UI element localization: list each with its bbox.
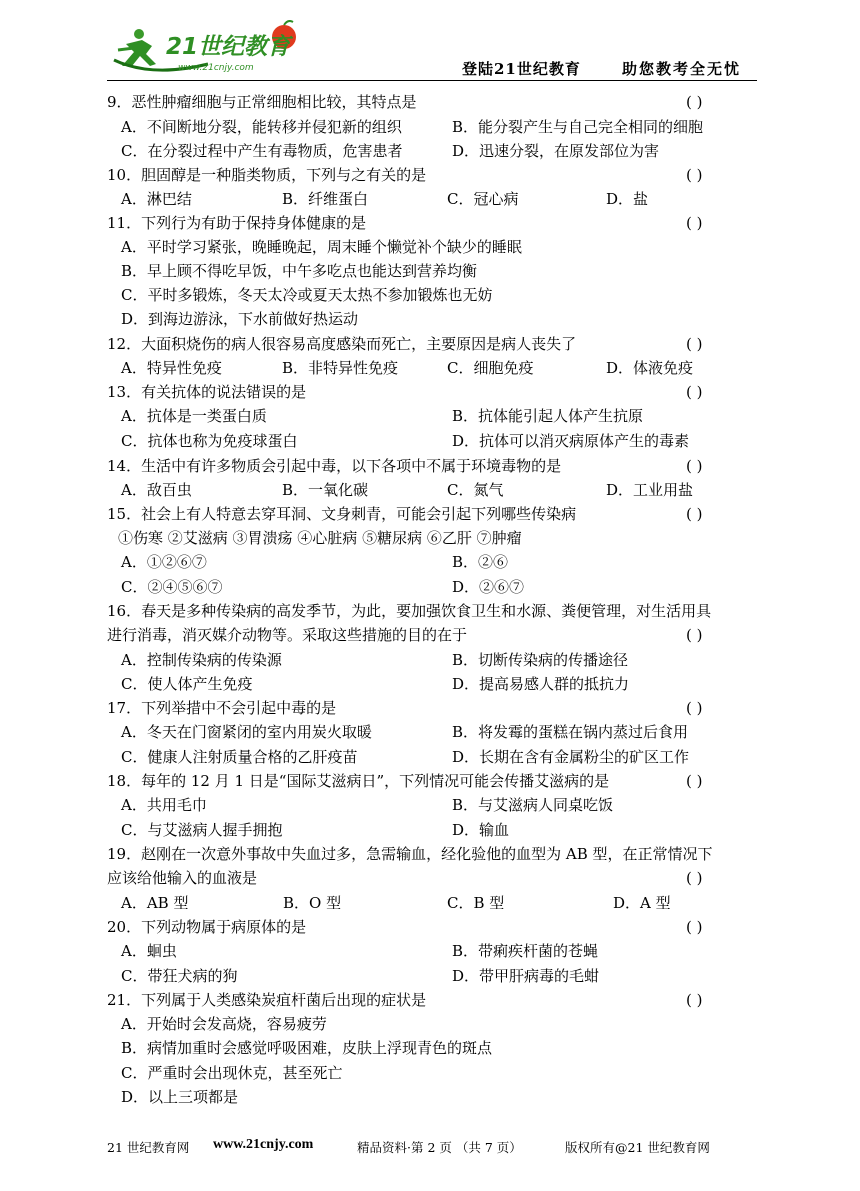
answer-option[interactable]: B．早上顾不得吃早饭，中午多吃点也能达到营养均衡 — [121, 262, 478, 280]
answer-option[interactable]: C．细胞免疫 — [447, 359, 534, 377]
answer-blank[interactable]: ( ) — [686, 505, 703, 523]
answer-option[interactable]: B．与艾滋病人同桌吃饭 — [452, 796, 614, 814]
answer-option[interactable]: C．B 型 — [447, 894, 505, 912]
answer-option[interactable]: A．淋巴结 — [121, 190, 192, 208]
answer-option[interactable]: B．O 型 — [283, 894, 342, 912]
logo-text: 21世纪教育 — [166, 34, 291, 60]
page-footer — [0, 1138, 860, 1160]
logo-url: www.21cnjy.com — [178, 63, 254, 73]
answer-option[interactable]: D．带甲肝病毒的毛蚶 — [452, 967, 600, 985]
answer-option[interactable]: B．抗体能引起人体产生抗原 — [452, 407, 644, 425]
question-stem: 10．胆固醇是一种脂类物质，下列与之有关的是 — [107, 166, 427, 184]
answer-option[interactable]: A．平时学习紧张，晚睡晚起，周末睡个懒觉补个缺少的睡眠 — [121, 238, 522, 256]
answer-option[interactable]: B．带痢疾杆菌的苍蝇 — [452, 942, 599, 960]
answer-option[interactable]: A．特异性免疫 — [121, 359, 222, 377]
answer-option[interactable]: A．AB 型 — [121, 894, 189, 912]
answer-blank[interactable]: ( ) — [686, 214, 703, 232]
answer-option[interactable]: C．②④⑤⑥⑦ — [121, 578, 223, 596]
answer-option[interactable]: D．工业用盐 — [606, 481, 694, 499]
answer-option[interactable]: B．将发霉的蛋糕在锅内蒸过后食用 — [452, 723, 689, 741]
answer-option[interactable]: A．开始时会发高烧，容易疲劳 — [121, 1015, 327, 1033]
answer-option[interactable]: C．在分裂过程中产生有毒物质，危害患者 — [121, 142, 403, 160]
page-header — [0, 0, 860, 82]
answer-option[interactable]: C．使人体产生免疫 — [121, 675, 253, 693]
question-stem: 11．下列行为有助于保持身体健康的是 — [107, 214, 367, 232]
question-stem: 应该给他输入的血液是 — [107, 869, 258, 887]
answer-option[interactable]: D．到海边游泳，下水前做好热运动 — [121, 310, 359, 328]
site-logo[interactable] — [112, 20, 312, 78]
answer-option[interactable]: D．以上三项都是 — [121, 1088, 239, 1106]
question-stem: 15．社会上有人特意去穿耳洞、文身刺青，可能会引起下列哪些传染病 — [107, 505, 577, 523]
footer-page-info: 精品资料·第 2 页 （共 7 页） — [357, 1140, 522, 1155]
answer-option[interactable]: C．氮气 — [447, 481, 504, 499]
question-stem: 21．下列属于人类感染炭疽杆菌后出现的症状是 — [107, 991, 427, 1009]
answer-option[interactable]: C．抗体也称为免疫球蛋白 — [121, 432, 298, 450]
answer-option[interactable]: D．体液免疫 — [606, 359, 694, 377]
answer-option[interactable]: D．抗体可以消灭病原体产生的毒素 — [452, 432, 690, 450]
answer-blank[interactable]: ( ) — [686, 699, 703, 717]
question-stem: 12．大面积烧伤的病人很容易高度感染而死亡，主要原因是病人丧失了 — [107, 335, 577, 353]
question-stem: 17．下列举措中不会引起中毒的是 — [107, 699, 337, 717]
question-stem: ①伤寒 ②艾滋病 ③胃溃疡 ④心脏病 ⑤糖尿病 ⑥乙肝 ⑦肿瘤 — [118, 529, 522, 547]
answer-option[interactable]: A．冬天在门窗紧闭的室内用炭火取暖 — [121, 723, 372, 741]
answer-option[interactable]: A．敌百虫 — [121, 481, 192, 499]
answer-option[interactable]: C．健康人注射质量合格的乙肝疫苗 — [121, 748, 358, 766]
answer-option[interactable]: B．纤维蛋白 — [282, 190, 369, 208]
footer-site: 21 世纪教育网 — [107, 1140, 190, 1155]
answer-option[interactable]: C．严重时会出现休克，甚至死亡 — [121, 1064, 343, 1082]
answer-option[interactable]: C．带狂犬病的狗 — [121, 967, 238, 985]
answer-blank[interactable]: ( ) — [686, 93, 703, 111]
answer-option[interactable]: D．输血 — [452, 821, 510, 839]
answer-option[interactable]: A．抗体是一类蛋白质 — [121, 407, 267, 425]
answer-option[interactable]: A．共用毛巾 — [121, 796, 207, 814]
question-stem: 13．有关抗体的说法错误的是 — [107, 383, 307, 401]
answer-blank[interactable]: ( ) — [686, 991, 703, 1009]
header-slogan-login: 登陆21世纪教育 — [462, 60, 581, 78]
answer-blank[interactable]: ( ) — [686, 457, 703, 475]
header-slogan-help: 助您教考全无忧 — [622, 60, 742, 78]
answer-option[interactable]: A．①②⑥⑦ — [121, 553, 207, 571]
question-stem: 9．恶性肿瘤细胞与正常细胞相比较，其特点是 — [107, 93, 417, 111]
question-stem: 18．每年的 12 月 1 日是“国际艾滋病日”，下列情况可能会传播艾滋病的是 — [107, 772, 610, 790]
answer-blank[interactable]: ( ) — [686, 918, 703, 936]
answer-option[interactable]: D．长期在含有金属粉尘的矿区工作 — [452, 748, 690, 766]
answer-option[interactable]: B．能分裂产生与自己完全相同的细胞 — [452, 118, 704, 136]
footer-copyright: 版权所有@21 世纪教育网 — [565, 1140, 710, 1155]
answer-option[interactable]: D．提高易感人群的抵抗力 — [452, 675, 630, 693]
answer-blank[interactable]: ( ) — [686, 772, 703, 790]
answer-option[interactable]: D．迅速分裂，在原发部位为害 — [452, 142, 660, 160]
answer-blank[interactable]: ( ) — [686, 335, 703, 353]
answer-option[interactable]: B．病情加重时会感觉呼吸困难，皮肤上浮现青色的斑点 — [121, 1039, 493, 1057]
answer-blank[interactable]: ( ) — [686, 166, 703, 184]
answer-option[interactable]: D．盐 — [606, 190, 649, 208]
answer-blank[interactable]: ( ) — [686, 383, 703, 401]
answer-option[interactable]: A．控制传染病的传染源 — [121, 651, 282, 669]
answer-option[interactable]: C．平时多锻炼，冬天太冷或夏天太热不参加锻炼也无妨 — [121, 286, 493, 304]
answer-option[interactable]: D．②⑥⑦ — [452, 578, 525, 596]
answer-blank[interactable]: ( ) — [686, 869, 703, 887]
answer-option[interactable]: B．一氧化碳 — [282, 481, 369, 499]
question-stem: 20．下列动物属于病原体的是 — [107, 918, 307, 936]
footer-url[interactable]: www.21cnjy.com — [213, 1137, 314, 1152]
question-stem: 进行消毒，消灭媒介动物等。采取这些措施的目的在于 — [107, 626, 468, 644]
answer-option[interactable]: C．与艾滋病人握手拥抱 — [121, 821, 283, 839]
question-stem: 19．赵刚在一次意外事故中失血过多，急需输血，经化验他的血型为 AB 型，在正常情况下 — [107, 845, 713, 863]
question-stem: 16．春天是多种传染病的高发季节，为此，要加强饮食卫生和水源、粪便管理，对生活用具 — [107, 602, 712, 620]
header-divider — [107, 80, 757, 81]
answer-option[interactable]: B．②⑥ — [452, 553, 509, 571]
question-stem: 14．生活中有许多物质会引起中毒，以下各项中不属于环境毒物的是 — [107, 457, 562, 475]
answer-blank[interactable]: ( ) — [686, 626, 703, 644]
answer-option[interactable]: B．切断传染病的传播途径 — [452, 651, 629, 669]
answer-option[interactable]: D．A 型 — [613, 894, 671, 912]
answer-option[interactable]: A．蛔虫 — [121, 942, 177, 960]
answer-option[interactable]: B．非特异性免疫 — [282, 359, 399, 377]
answer-option[interactable]: A．不间断地分裂，能转移并侵犯新的组织 — [121, 118, 402, 136]
answer-option[interactable]: C．冠心病 — [447, 190, 519, 208]
